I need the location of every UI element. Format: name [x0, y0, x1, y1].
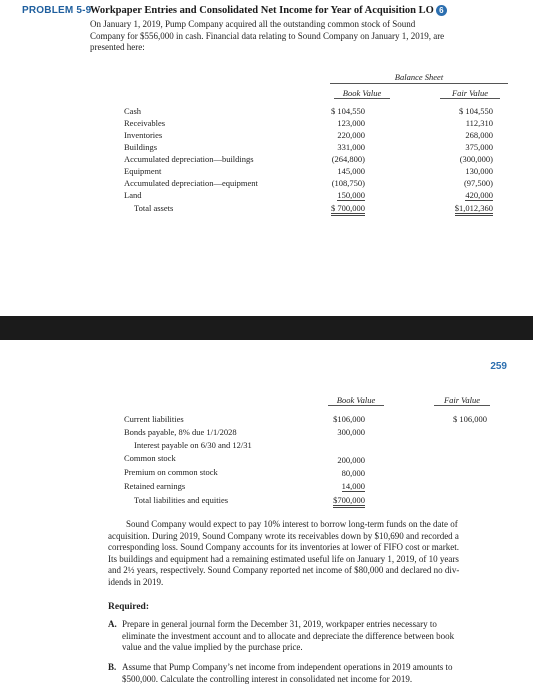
fair-value: (97,500)	[463, 178, 493, 188]
col-fair-value: Fair Value	[434, 395, 490, 406]
row-label: Buildings	[124, 142, 158, 152]
row-label: Total assets	[134, 203, 174, 213]
row-label: Bonds payable, 8% due 1/1/2028	[124, 427, 237, 437]
book-value: $106,000	[333, 414, 365, 424]
item-line: value and the value implied by the purchase price.	[122, 642, 303, 652]
fair-value: $ 106,000	[453, 414, 487, 424]
problem-title-text: Workpaper Entries and Consolidated Net Income for Year of Acquisition LO	[90, 5, 434, 16]
page-break-band	[0, 316, 533, 340]
fair-value: 420,000	[465, 190, 493, 200]
fair-value: 112,310	[465, 118, 493, 128]
book-value: 200,000	[337, 455, 365, 465]
row-label: Inventories	[124, 130, 163, 140]
paragraph-line: and 2½ years, respectively. Sound Company reported net income of $80,000 and declared no div-	[108, 565, 460, 575]
textbook-page-top	[0, 0, 533, 316]
problem-label: PROBLEM 5-9	[22, 5, 92, 16]
fair-value: 268,000	[465, 130, 493, 140]
fair-value: 130,000	[465, 166, 493, 176]
item-line: Assume that Pump Company’s net income from independent operations in 2019 amounts to	[122, 662, 453, 672]
fair-value: 375,000	[465, 142, 493, 152]
item-line: $500,000. Calculate the controlling interest in consolidated net income for 2019.	[122, 673, 413, 684]
book-value: 331,000	[337, 142, 365, 152]
balance-sheet-header: Balance Sheet	[330, 72, 508, 84]
book-value: $ 700,000	[331, 203, 365, 216]
fair-value: $ 104,550	[459, 106, 493, 116]
intro-line: On January 1, 2019, Pump Company acquired all the outstanding common stock of Sound	[90, 19, 416, 29]
item-letter: B.	[108, 662, 117, 672]
row-label: Retained earnings	[124, 481, 186, 491]
intro-line: presented here:	[90, 42, 145, 52]
row-label: Premium on common stock	[124, 467, 218, 477]
col-fair-value: Fair Value	[440, 88, 500, 99]
row-label: Total liabilities and equities	[134, 495, 229, 505]
row-label: Common stock	[124, 453, 176, 463]
book-value: 150,000	[337, 190, 365, 200]
book-value: 220,000	[337, 130, 365, 140]
textbook-page-bottom	[0, 340, 533, 700]
book-value: (108,750)	[331, 178, 365, 188]
problem-intro	[90, 19, 510, 54]
book-value: $ 104,550	[331, 106, 365, 116]
fair-value: $1,012,360	[455, 203, 493, 216]
item-letter: A.	[108, 619, 117, 629]
item-line: Prepare in general journal form the December 31, 2019, workpaper entries necessary to	[122, 619, 437, 629]
problem-paragraph	[108, 519, 513, 588]
paragraph-line: Its buildings and equipment had a remaining estimated useful life on January 1, 2019, of 10 years	[108, 553, 459, 564]
paragraph-line: acquisition. During 2019, Sound Company wrote its receivables down by $10,690 and recorded a	[108, 530, 459, 541]
row-label: Receivables	[124, 118, 166, 128]
item-line: eliminate the investment account and to allocate and depreciate the difference between book	[122, 630, 455, 641]
book-value: 80,000	[341, 468, 365, 478]
book-value: 300,000	[337, 427, 365, 437]
book-value: 145,000	[337, 166, 365, 176]
row-label: Accumulated depreciation—equipment	[124, 178, 258, 188]
row-label: Equipment	[124, 166, 162, 176]
paragraph-line: corresponding loss. Sound Company accounts for its inventories at lower of FIFO cost or market.	[108, 542, 459, 552]
paragraph-line: Sound Company would expect to pay 10% interest to borrow long-term funds on the date of	[126, 519, 458, 529]
col-book-value: Book Value	[334, 88, 390, 99]
book-value: $700,000	[333, 495, 365, 508]
row-label: Land	[124, 190, 142, 200]
row-label: Interest payable on 6/30 and 12/31	[134, 440, 252, 450]
book-value: 123,000	[337, 118, 365, 128]
required-heading: Required:	[108, 602, 149, 612]
book-value: 14,000	[341, 481, 365, 491]
row-label: Accumulated depreciation—buildings	[124, 154, 254, 164]
col-book-value: Book Value	[328, 395, 384, 406]
page-number: 259	[490, 361, 507, 372]
learning-objective-badge: 6	[436, 5, 447, 16]
intro-line: Company for $556,000 in cash. Financial data relating to Sound Company on January 1, 2019, are	[90, 30, 445, 41]
row-label: Current liabilities	[124, 414, 184, 424]
problem-title	[90, 5, 447, 16]
row-label: Cash	[124, 106, 141, 116]
fair-value: (300,000)	[459, 154, 493, 164]
book-value: (264,800)	[331, 154, 365, 164]
paragraph-line: idends in 2019.	[108, 576, 164, 587]
